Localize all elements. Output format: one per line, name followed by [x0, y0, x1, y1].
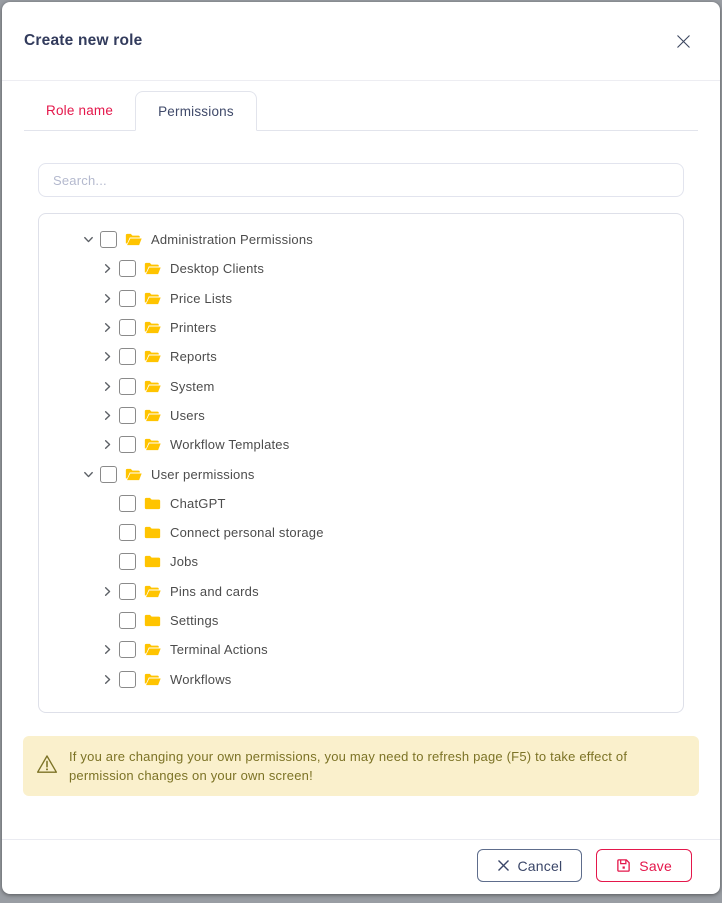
dialog-header — [2, 2, 720, 81]
expander[interactable] — [99, 583, 115, 599]
expander[interactable] — [99, 671, 115, 687]
tree-item-label: Reports — [170, 349, 217, 365]
warning-text: If you are changing your own permissions, you may need to refresh page (F5) to take effect of permission changes on your own screen! — [69, 749, 628, 783]
tree-row — [39, 430, 683, 459]
folder-open-icon — [144, 584, 161, 599]
folder-closed-icon — [144, 496, 161, 511]
folder-open-icon — [144, 437, 161, 452]
tree-row — [39, 547, 683, 576]
tree-checkbox[interactable] — [119, 290, 136, 307]
tree-row — [39, 371, 683, 400]
chevron-right-icon — [101, 292, 114, 305]
folder-open-icon — [144, 320, 161, 335]
chevron-right-icon — [101, 262, 114, 275]
tree-item-label: Printers — [170, 320, 217, 336]
warning-banner — [23, 736, 699, 796]
folder-closed-icon — [144, 613, 161, 628]
chevron-right-icon — [101, 350, 114, 363]
folder-open-icon — [144, 408, 161, 423]
cancel-label: Cancel — [517, 857, 563, 874]
expander[interactable] — [80, 232, 96, 248]
tree-item-label: Administration Permissions — [151, 232, 313, 248]
tree-item-label: Connect personal storage — [170, 525, 324, 541]
expander[interactable] — [99, 320, 115, 336]
tree-checkbox[interactable] — [119, 641, 136, 658]
save-label: Save — [639, 857, 672, 874]
chevron-right-icon — [101, 380, 114, 393]
chevron-right-icon — [101, 321, 114, 334]
tree-item-label: Users — [170, 407, 205, 423]
tree-row — [39, 518, 683, 547]
tree-row — [39, 664, 683, 693]
tree-checkbox[interactable] — [119, 671, 136, 688]
tree-item-label: ChatGPT — [170, 495, 226, 511]
tabs-container — [2, 81, 720, 131]
dialog-footer — [2, 839, 720, 894]
save-floppy-icon — [616, 858, 631, 873]
tree-item-label: Workflows — [170, 671, 232, 687]
cancel-x-icon — [497, 859, 510, 872]
chevron-right-icon — [101, 409, 114, 422]
folder-open-icon — [144, 349, 161, 364]
tree-item-label: Price Lists — [170, 290, 233, 306]
expander[interactable] — [99, 349, 115, 365]
tree-checkbox[interactable] — [119, 407, 136, 424]
expander[interactable] — [99, 290, 115, 306]
expander[interactable] — [99, 407, 115, 423]
folder-closed-icon — [144, 554, 161, 569]
tab-content — [2, 131, 720, 713]
tree-checkbox[interactable] — [119, 583, 136, 600]
chevron-down-icon — [82, 233, 95, 246]
tree-item-label: Terminal Actions — [170, 642, 268, 658]
tree-checkbox[interactable] — [119, 524, 136, 541]
tree-checkbox[interactable] — [119, 553, 136, 570]
chevron-right-icon — [101, 438, 114, 451]
tree-checkbox[interactable] — [119, 612, 136, 629]
tree-checkbox[interactable] — [119, 378, 136, 395]
folder-open-icon — [144, 291, 161, 306]
create-role-dialog — [2, 2, 720, 894]
folder-open-icon — [125, 232, 142, 247]
tree-row — [39, 577, 683, 606]
chevron-down-icon — [82, 468, 95, 481]
tree-checkbox[interactable] — [119, 348, 136, 365]
expander[interactable] — [99, 378, 115, 394]
tree-row — [39, 225, 683, 254]
tree-item-label: Jobs — [170, 554, 199, 570]
tree-checkbox[interactable] — [119, 436, 136, 453]
tree-item-label: User permissions — [151, 466, 255, 482]
warning-icon — [36, 754, 58, 774]
tree-checkbox[interactable] — [100, 231, 117, 248]
folder-open-icon — [144, 379, 161, 394]
tree-row — [39, 401, 683, 430]
chevron-right-icon — [101, 673, 114, 686]
close-icon — [675, 33, 692, 50]
permissions-tree — [38, 213, 684, 713]
tree-row — [39, 254, 683, 283]
chevron-right-icon — [101, 643, 114, 656]
close-button[interactable] — [670, 28, 696, 54]
folder-open-icon — [144, 261, 161, 276]
expander[interactable] — [99, 437, 115, 453]
tab-permissions[interactable]: Permissions — [135, 91, 257, 131]
tree-checkbox[interactable] — [119, 260, 136, 277]
folder-open-icon — [125, 467, 142, 482]
expander[interactable] — [80, 466, 96, 482]
tree-row — [39, 606, 683, 635]
cancel-button[interactable] — [477, 849, 583, 882]
tree-checkbox[interactable] — [119, 319, 136, 336]
folder-closed-icon — [144, 525, 161, 540]
tree-row — [39, 284, 683, 313]
tree-item-label: Pins and cards — [170, 583, 259, 599]
tab-role-name[interactable]: Role name — [24, 90, 135, 130]
search-input[interactable] — [38, 163, 684, 197]
chevron-right-icon — [101, 585, 114, 598]
dialog-title: Create new role — [24, 32, 143, 49]
tree-item-label: System — [170, 378, 215, 394]
tree-row — [39, 489, 683, 518]
tree-checkbox[interactable] — [100, 466, 117, 483]
folder-open-icon — [144, 672, 161, 687]
expander[interactable] — [99, 261, 115, 277]
tree-row — [39, 313, 683, 342]
tree-row — [39, 459, 683, 488]
expander[interactable] — [99, 642, 115, 658]
tree-item-label: Settings — [170, 613, 219, 628]
tree-row — [39, 342, 683, 371]
tree-checkbox[interactable] — [119, 495, 136, 512]
tree-row — [39, 635, 683, 664]
tree-item-label: Workflow Templates — [170, 437, 290, 453]
save-button[interactable] — [596, 849, 692, 882]
tree-item-label: Desktop Clients — [170, 261, 265, 277]
folder-open-icon — [144, 642, 161, 657]
